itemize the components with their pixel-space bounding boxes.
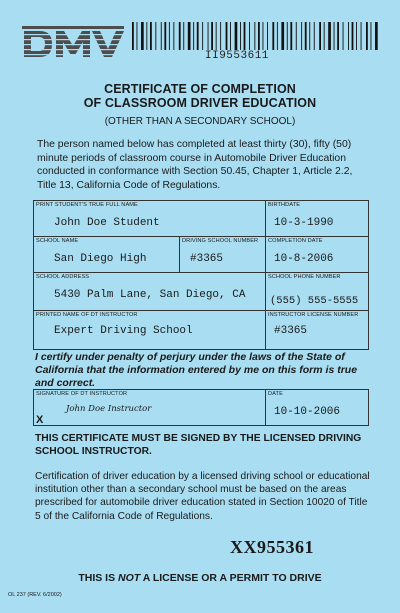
not-license-emphasis: NOT	[118, 572, 141, 584]
must-sign-notice: THIS CERTIFICATE MUST BE SIGNED BY THE LICENSED DRIVING SCHOOL INSTRUCTOR.	[35, 433, 362, 457]
school-address-field	[34, 273, 266, 311]
driving-school-number-field	[180, 237, 266, 273]
completion-date-label: COMPLETION DATE	[268, 238, 323, 244]
school-phone-value: (555) 555-5555	[270, 295, 359, 307]
instructor-name-value: Expert Driving School	[54, 325, 193, 337]
signature-x-mark: X	[36, 414, 44, 426]
barcode	[132, 22, 380, 50]
student-name-field	[34, 201, 266, 237]
serial-number: XX955361	[230, 537, 314, 557]
completion-date-field	[266, 237, 368, 273]
driving-school-number-value: #3365	[190, 253, 224, 265]
instructor-license-value: #3365	[274, 325, 308, 337]
intro-paragraph: The person named below has completed at least thirty (30), fifty (50) minute periods of classroom course in Automobile Driver Education conducted in conformance with Section 50.45, Chapter 1, Article 2.2, Title 13, California Code of Regulations.	[37, 139, 353, 191]
signature-date-field	[266, 390, 368, 425]
certificate-subtitle: (OTHER THAN A SECONDARY SCHOOL)	[104, 116, 296, 127]
instructor-license-field	[266, 311, 368, 349]
school-phone-label: SCHOOL PHONE NUMBER	[268, 274, 341, 280]
instructor-license-label: INSTRUCTOR LICENSE NUMBER	[268, 312, 359, 318]
dmv-logo	[22, 26, 124, 58]
instructor-name-field	[34, 311, 266, 349]
signature-label: SIGNATURE OF DT INSTRUCTOR	[36, 391, 128, 397]
birthdate-label: BIRTHDATE	[268, 202, 301, 208]
not-license-before: THIS IS	[78, 572, 119, 584]
certification-requirements: Certification of driver education by a licensed driving school or educational institution other than a secondary school must be based on the areas prescribed for automobile driver education stated in Section 10020 of Title 5 of the California Code of Regulations.	[35, 471, 370, 522]
signature-value: John Doe Instructor	[66, 404, 152, 414]
not-license-after: A LICENSE OR A PERMIT TO DRIVE	[140, 572, 322, 584]
completion-date-value: 10-8-2006	[274, 253, 334, 265]
student-info-form	[33, 200, 369, 350]
school-name-value: San Diego High	[54, 253, 147, 265]
signature-field	[34, 390, 266, 425]
instructor-name-label: PRINTED NAME OF DT INSTRUCTOR	[36, 312, 138, 318]
school-name-field	[34, 237, 180, 273]
school-address-value: 5430 Palm Lane, San Diego, CA	[54, 289, 246, 301]
not-a-license-notice	[0, 572, 400, 584]
signature-date-label: DATE	[268, 391, 283, 397]
birthdate-field	[266, 201, 368, 237]
student-name-value: John Doe Student	[54, 217, 160, 229]
school-address-label: SCHOOL ADDRESS	[36, 274, 90, 280]
form-id: OL 237 (REV. 6/2002)	[8, 592, 62, 598]
signature-date-value: 10-10-2006	[274, 406, 341, 418]
perjury-certification: I certify under penalty of perjury under the laws of the State of California that the information entered by me on this form is true and correct.	[35, 351, 358, 389]
certificate-title-line2: OF CLASSROOM DRIVER EDUCATION	[83, 96, 317, 110]
student-name-label: PRINT STUDENT'S TRUE FULL NAME	[36, 202, 138, 208]
certificate-title-line1: CERTIFICATE OF COMPLETION	[104, 82, 296, 96]
school-phone-field	[266, 273, 368, 311]
signature-section	[33, 389, 369, 426]
driving-school-number-label: DRIVING SCHOOL NUMBER	[182, 238, 259, 244]
barcode-number: II9553611	[205, 50, 269, 62]
birthdate-value: 10-3-1990	[274, 217, 334, 229]
school-name-label: SCHOOL NAME	[36, 238, 79, 244]
